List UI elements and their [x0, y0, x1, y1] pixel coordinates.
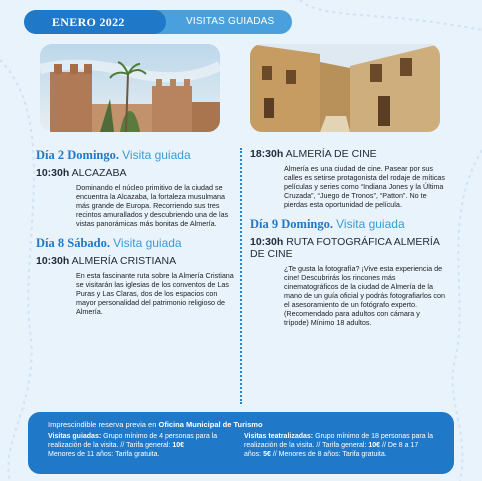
day-heading: Día 2 Domingo. Visita guiada: [36, 148, 191, 162]
activity-title: 10:30h RUTA FOTOGRÁFICA ALMERÍA DE CINE: [250, 236, 440, 260]
header-month: ENERO 2022: [52, 15, 125, 29]
booking-note: Imprescindible reserva previa en Oficina Municipal de Turismo: [48, 420, 263, 429]
activity-title: 10:30h ALCAZABA: [36, 167, 127, 179]
activity-description: Almería es una ciudad de cine. Pasear por sus calles es setirse protagonista del rodaje de míticas películas y series como “Indiana Jones y la Última Cruzada”, “Juego de Tronos”, “Patton”. No te pierdas esta oportunidad de película.: [284, 164, 446, 209]
activity-description: Dominando el núcleo primitivo de la ciudad se encuentra la Alcazaba, la fortaleza musulmana más grande de Europa. Recorriendo sus tres recintos amurallados y descubriendo una de las vistas panorámicas más bonitas de Almería.: [76, 183, 229, 228]
day-heading: Día 8 Sábado. Visita guiada: [36, 236, 182, 250]
header-title: VISITAS GUIADAS: [186, 16, 275, 27]
old-street-photo: [250, 44, 440, 132]
activity-description: ¿Te gusta la fotografía? ¡Vive esta experiencia de cine! Descubrirás los rincones más cinematográficos de la ciudad de Almería de la mano de un guía oficial y podrás fotografiarlos con el asesoramiento de un fotógrafo experto. (Recomendado para adultos con cámara y trípode) Mínimo 18 adultos.: [284, 264, 446, 327]
day-heading: Día 9 Domingo. Visita guiada: [250, 217, 405, 231]
theatrical-visits-info: Visitas teatralizadas: Grupo mínimo de 18 personas para la realización de la visita. // Tarifa general: 10€ // De 8 a 17 años: 5€ // Menores de 8 años: Tarifa gratuita.: [244, 433, 433, 458]
activity-description: En esta fascinante ruta sobre la Almería Cristiana se visitarán las iglesias de los conventos de Las Puras y Las Claras, dos de los espacios con mayor personalidad del patrimonio religioso de Almería.: [76, 271, 234, 316]
alcazaba-photo: [40, 44, 220, 132]
activity-title: 10:30h ALMERÍA CRISTIANA: [36, 255, 177, 267]
left-column: [36, 148, 236, 316]
column-divider: [240, 148, 242, 404]
header-bar: [24, 10, 292, 34]
activity-title: 18:30h ALMERÍA DE CINE: [250, 148, 377, 160]
right-column: [250, 148, 446, 327]
guided-visits-info: Visitas guiadas: Grupo mínimo de 4 personas para la realización de la visita. // Tarifa general: 10€ Menores de 11 años: Tarifa gratuita.: [48, 433, 218, 458]
footer-info-box: [28, 412, 454, 474]
